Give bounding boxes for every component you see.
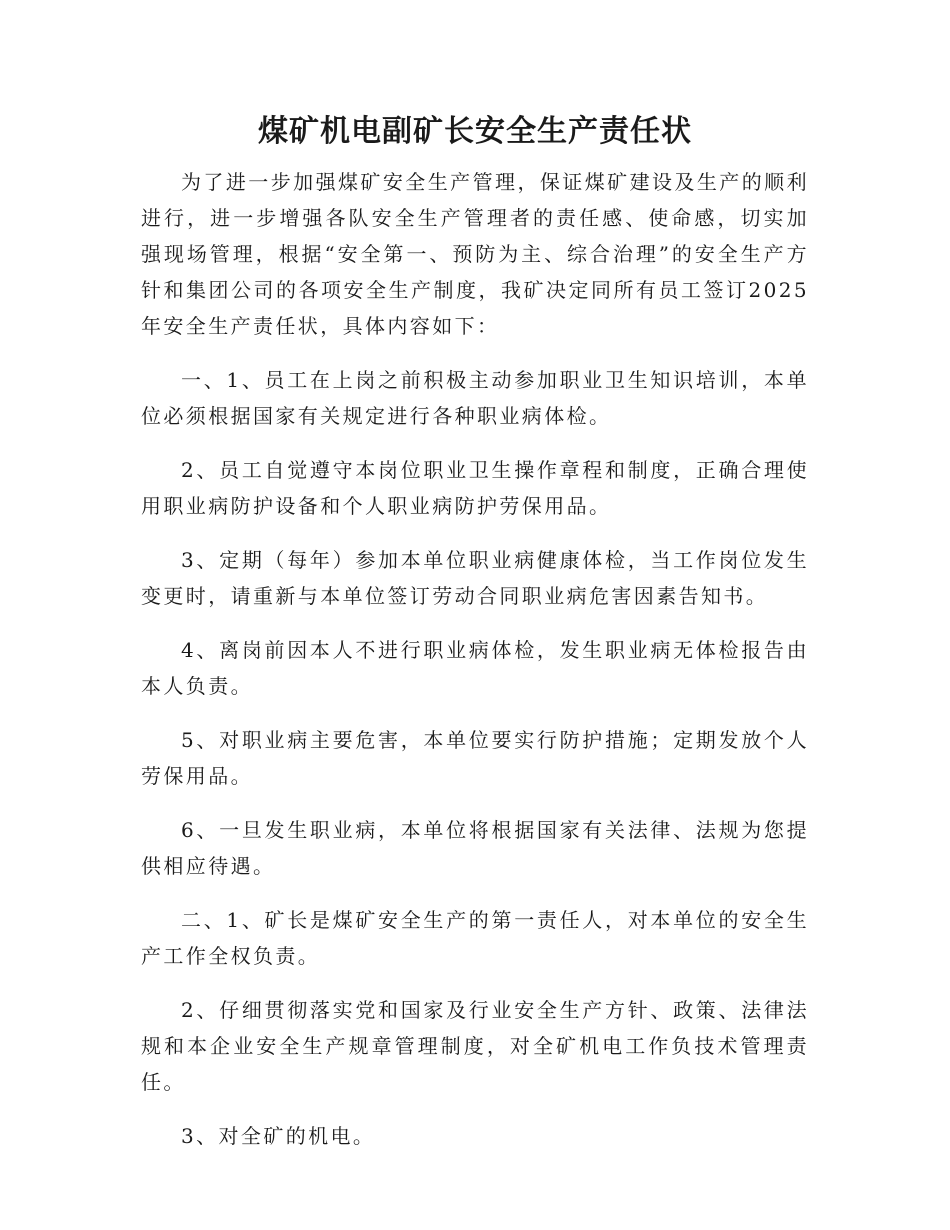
section-one-item-4: 4、离岗前因本人不进行职业病体检，发生职业病无体检报告由本人负责。 — [141, 638, 809, 698]
section-two-item-3: 3、对全矿的机电。 — [181, 1124, 376, 1148]
section-one-item-1: 一、1、员工在上岗之前积极主动参加职业卫生知识培训，本单位必须根据国家有关规定进行各种职业病体检。 — [141, 368, 809, 428]
section-one-item-2: 2、员工自觉遵守本岗位职业卫生操作章程和制度，正确合理使用职业病防护设备和个人职业病防护劳保用品。 — [141, 458, 809, 518]
intro-paragraph: 为了进一步加强煤矿安全生产管理，保证煤矿建设及生产的顺利进行，进一步增强各队安全生产管理者的责任感、使命感，切实加强现场管理，根据“安全第一、预防为主、综合治理”的安全生产方针和集团公司的各项安全生产制度，我矿决定同所有员工签订2025年安全生产责任状，具体内容如下： — [141, 170, 809, 338]
section-two-item-2: 2、仔细贯彻落实党和国家及行业安全生产方针、政策、法律法规和本企业安全生产规章管理制度，对全矿机电工作负技术管理责任。 — [141, 998, 809, 1094]
section-one-item-5: 5、对职业病主要危害，本单位要实行防护措施；定期发放个人劳保用品。 — [141, 728, 809, 788]
section-one-item-3: 3、定期（每年）参加本单位职业病健康体检，当工作岗位发生变更时，请重新与本单位签订劳动合同职业病危害因素告知书。 — [141, 548, 809, 608]
section-two-item-1: 二、1、矿长是煤矿安全生产的第一责任人，对本单位的安全生产工作全权负责。 — [141, 908, 809, 968]
section-one-item-6: 6、一旦发生职业病，本单位将根据国家有关法律、法规为您提供相应待遇。 — [141, 818, 809, 878]
document-title: 煤矿机电副矿长安全生产责任状 — [258, 114, 692, 149]
document-body — [141, 164, 809, 1154]
